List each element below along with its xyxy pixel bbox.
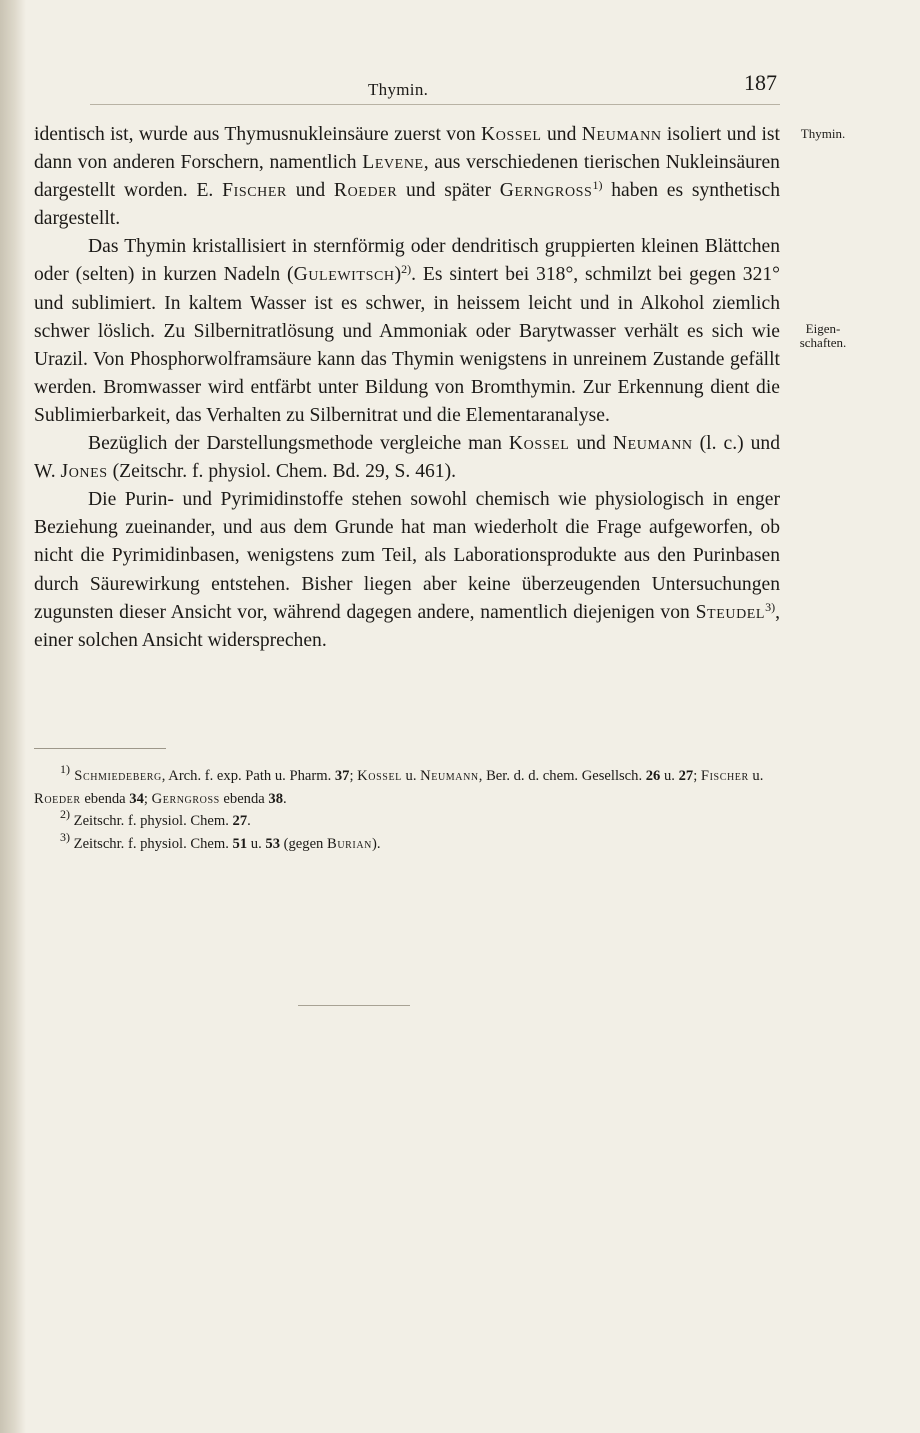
text-run: und später [397,180,500,202]
footnote-1 [34,762,780,810]
author-name: Kossel [357,768,402,784]
author-name: Kossel [481,124,542,145]
text-run: isoliert und ist dann von anderen Forschern, namentlich [34,124,781,174]
text-run: u. [247,835,266,852]
author-name: Burian [327,835,372,852]
footnote-ref: 1) [592,178,603,193]
binding-shadow [0,0,26,1433]
margin-note-thymin [788,127,858,141]
text-run: ) [394,264,402,286]
footnotes [34,762,780,855]
footnote-2 [34,807,780,833]
text-run: . [283,790,287,807]
footnote-number: 1) [60,762,70,776]
volume-number: 27 [678,768,694,784]
text-run: ). [372,835,381,852]
author-name: Jones [60,461,108,483]
footnote-3 [34,829,780,856]
text-run: Zeitschr. f. physiol. Chem. [70,835,233,852]
volume-number: 53 [265,835,280,852]
volume-number: 27 [232,813,248,829]
text-run: (gegen [279,835,327,852]
text-run: u. [401,768,421,784]
text-run: ebenda [80,790,130,807]
author-name: Gerngross [151,790,220,807]
text-run: . Es sintert bei 318°, schmilzt bei gegen 321° und sublimiert. In kaltem Wasser ist es schwer, in heissem leicht und in Alkohol ziemlich schwer löslich. Zu Silbernitratlösung und Ammoniak oder Barytwasser verhält es sich wie Urazil. Von Phosphorwolframsäure kann das Thymin wenigstens in unreinem Zustande gefällt werden. Bromwasser wird entfärbt unter Bildung von Bromthymin. Zur Erkennung dient die Sublimierbarkeit, das Verhalten zu Silbernitrat und die Elementaranalyse. [34,264,780,426]
text-run: . [247,813,251,829]
author-name: Neumann [612,433,693,455]
volume-number: 38 [268,790,283,807]
author-name: Schmiedeberg [70,768,162,784]
author-name: Fischer [700,768,749,784]
volume-number: 51 [232,835,248,852]
text-run: ; [349,768,358,784]
running-head [0,70,920,104]
text-run: ; [693,768,701,784]
footnote-ref: 2) [401,262,412,277]
paragraph-3 [34,430,780,486]
text-run: ; [143,790,152,807]
author-name: Roeder [34,790,81,807]
margin-note-line: Eigen- [805,321,841,336]
text-run: Die Purin- und Pyrimidinstoffe stehen sowohl chemisch wie physiologisch in enger Beziehung zueinander, und aus dem Grunde hat man wiederholt die Frage aufgeworfen, ob nicht die Pyrimidinbasen, wenigstens zum Teil, als Laborationsprodukte aus den Purinbasen durch Säurewirkung entstehen. Bisher liegen aber keine überzeugenden Untersuchungen zugunsten dieser Ansicht vor, während dagegen andere, namentlich diejenigen von [34,489,780,623]
paragraph-1 [34,121,780,233]
author-name: Kossel [508,433,570,455]
footnote-number: 2) [60,807,70,821]
header-rule [90,104,780,105]
margin-note-text: Thymin. [800,126,846,141]
volume-number: 26 [645,768,661,784]
text-run: , Arch. f. exp. Path u. Pharm. [161,768,335,784]
footnote-ref: 3) [765,599,776,614]
text-run: (Zeitschr. f. physiol. Chem. Bd. 29, S. 461). [107,461,457,483]
author-name: Roeder [333,180,398,202]
text-run: , einer solchen Ansicht widersprechen. [34,601,780,651]
paragraph-2 [34,233,780,430]
text-run: haben es synthetisch dargestellt. [34,180,781,230]
text-run: und [286,180,334,202]
author-name: Gulewitsch [293,264,395,286]
volume-number: 37 [334,768,350,784]
footnote-rule [34,748,166,749]
author-name: Gerngross [499,180,593,202]
text-run: u. [748,768,764,784]
running-head-title: Thymin. [368,80,429,99]
text-run: ebenda [219,790,269,807]
margin-note-line: schaften. [799,335,847,350]
footnote-number: 3) [60,829,70,844]
page-number: 187 [744,70,777,95]
main-text [34,121,780,655]
text-run: und [541,124,582,145]
volume-number: 34 [129,790,144,807]
paragraph-4 [34,486,780,655]
text-run: (l. c.) und W. [34,433,780,483]
text-run: , Ber. d. d. chem. Gesellsch. [478,768,646,784]
margin-note-eigenschaften [788,322,858,350]
text-run: identisch ist, wurde aus Thymusnukleinsäure zuerst von [34,124,482,145]
text-run: u. [660,768,679,784]
end-rule [298,1005,410,1006]
text-run: , aus verschiedenen tierischen Nukleinsäuren dargestellt worden. E. [34,152,780,202]
author-name: Steudel [695,601,766,623]
text-run: Bezüglich der Darstellungsmethode vergleiche man [88,433,509,455]
text-run: Zeitschr. f. physiol. Chem. [70,813,233,829]
author-name: Neumann [581,124,662,145]
author-name: Levene [362,152,424,174]
text-run: und [569,433,613,455]
text-run: Das Thymin kristallisiert in sternförmig oder dendritisch gruppierten kleinen Blättchen oder (selten) in kurzen Nadeln ( [34,236,780,286]
author-name: Neumann [420,768,479,784]
author-name: Fischer [222,180,287,202]
